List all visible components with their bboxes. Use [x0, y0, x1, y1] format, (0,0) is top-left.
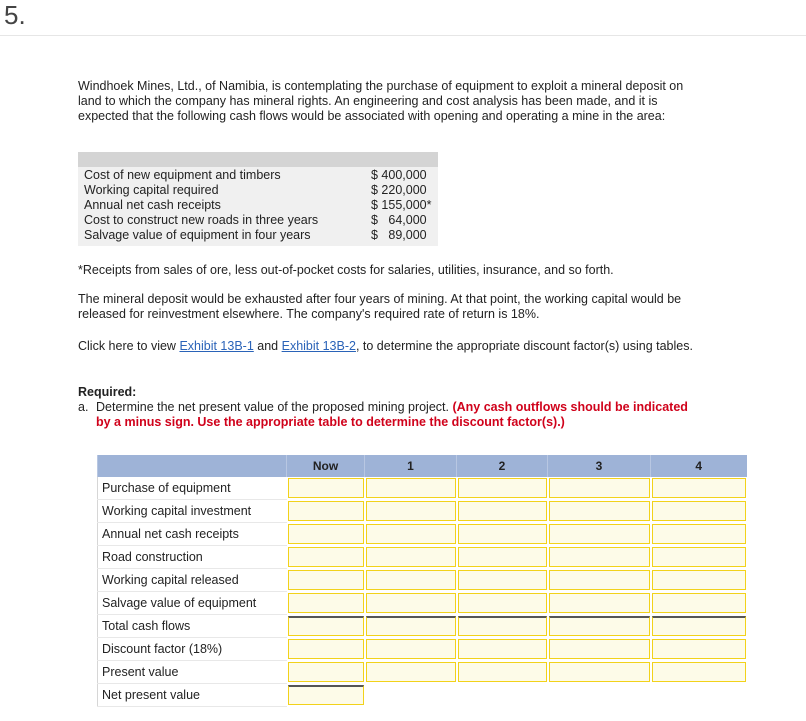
grid-input[interactable]	[366, 478, 456, 498]
grid-cell	[651, 684, 747, 707]
grid-input[interactable]	[652, 547, 746, 567]
info-table-header	[78, 152, 438, 167]
grid-cell	[287, 615, 365, 638]
grid-cell	[548, 684, 651, 707]
grid-row	[98, 684, 747, 707]
grid-cell	[651, 569, 747, 592]
grid-input[interactable]	[652, 501, 746, 521]
grid-input[interactable]	[288, 478, 364, 498]
grid-input[interactable]	[549, 662, 650, 682]
grid-row	[98, 569, 747, 592]
info-row	[78, 168, 438, 183]
grid-input[interactable]	[366, 662, 456, 682]
grid-input[interactable]	[458, 593, 547, 613]
required-item-text: Determine the net present value of the proposed mining project.	[96, 400, 449, 414]
grid-input[interactable]	[288, 570, 364, 590]
grid-cell	[365, 569, 457, 592]
grid-input[interactable]	[652, 662, 746, 682]
info-label: Salvage value of equipment in four years	[84, 228, 311, 242]
grid-row-label: Working capital released	[98, 569, 287, 592]
exhibit-13b-2-link[interactable]: Exhibit 13B-2	[281, 339, 356, 353]
info-row	[78, 228, 438, 243]
click-mid: and	[253, 339, 282, 353]
required-item-body	[96, 400, 693, 430]
grid-cell	[365, 615, 457, 638]
grid-cell	[287, 661, 365, 684]
grid-input[interactable]	[549, 547, 650, 567]
grid-row-label: Total cash flows	[98, 615, 287, 638]
grid-row	[98, 477, 747, 500]
grid-row	[98, 546, 747, 569]
grid-cell	[457, 592, 548, 615]
grid-row-label: Salvage value of equipment	[98, 592, 287, 615]
grid-input[interactable]	[652, 616, 746, 636]
grid-row-label: Working capital investment	[98, 500, 287, 523]
grid-cell	[548, 500, 651, 523]
npv-grid	[97, 455, 747, 707]
grid-input[interactable]	[288, 662, 364, 682]
info-label: Annual net cash receipts	[84, 198, 221, 212]
grid-input[interactable]	[458, 662, 547, 682]
grid-input[interactable]	[458, 616, 547, 636]
required-item-prefix: a.	[78, 400, 89, 414]
grid-cell	[365, 500, 457, 523]
info-value: $ 155,000*	[371, 198, 432, 212]
grid-cell	[651, 638, 747, 661]
grid-input[interactable]	[549, 616, 650, 636]
grid-row-label: Road construction	[98, 546, 287, 569]
grid-cell	[651, 546, 747, 569]
info-row	[78, 198, 438, 213]
grid-input[interactable]	[652, 570, 746, 590]
grid-input[interactable]	[652, 593, 746, 613]
exhibit-instructions	[78, 339, 693, 354]
grid-column-header: 1	[365, 455, 457, 477]
grid-header-blank	[98, 455, 287, 477]
info-label: Working capital required	[84, 183, 219, 197]
grid-input[interactable]	[458, 639, 547, 659]
grid-cell	[548, 546, 651, 569]
grid-cell	[365, 477, 457, 500]
grid-cell	[548, 477, 651, 500]
grid-input[interactable]	[366, 639, 456, 659]
grid-input[interactable]	[366, 524, 456, 544]
grid-input[interactable]	[652, 639, 746, 659]
required-title: Required:	[78, 385, 137, 399]
question-number: 5.	[4, 0, 26, 30]
grid-column-header: Now	[287, 455, 365, 477]
grid-input[interactable]	[549, 639, 650, 659]
grid-row	[98, 523, 747, 546]
grid-row-label: Purchase of equipment	[98, 477, 287, 500]
grid-input[interactable]	[652, 478, 746, 498]
grid-cell	[365, 684, 457, 707]
grid-row-label: Discount factor (18%)	[98, 638, 287, 661]
grid-input[interactable]	[458, 501, 547, 521]
grid-input[interactable]	[366, 593, 456, 613]
info-value: $ 220,000	[371, 183, 427, 197]
grid-input[interactable]	[549, 593, 650, 613]
grid-input[interactable]	[549, 478, 650, 498]
required-item-a	[78, 400, 693, 430]
grid-cell	[365, 638, 457, 661]
info-table-body	[78, 167, 438, 246]
grid-cell	[651, 615, 747, 638]
grid-input[interactable]	[366, 570, 456, 590]
grid-input[interactable]	[458, 478, 547, 498]
grid-column-header: 4	[651, 455, 747, 477]
grid-cell	[365, 546, 457, 569]
grid-input[interactable]	[366, 501, 456, 521]
grid-row-label: Annual net cash receipts	[98, 523, 287, 546]
grid-column-header: 3	[548, 455, 651, 477]
grid-cell	[457, 569, 548, 592]
grid-cell	[457, 523, 548, 546]
grid-cell	[287, 477, 365, 500]
intro-paragraph: Windhoek Mines, Ltd., of Namibia, is contemplating the purchase of equipment to exploit a mineral deposit on land to which the company has mineral rights. An engineering and cost analysis has been made, and it is expected that the following cash flows would be associated with opening and operating a mine in the area:	[78, 79, 684, 123]
info-row	[78, 213, 438, 228]
grid-cell	[548, 615, 651, 638]
grid-input[interactable]	[288, 685, 364, 705]
grid-cell	[651, 523, 747, 546]
info-label: Cost to construct new roads in three years	[84, 213, 319, 227]
grid-row	[98, 638, 747, 661]
grid-cell	[457, 477, 548, 500]
grid-row-label: Present value	[98, 661, 287, 684]
required-item-instruction: (Any cash outflows should be indicated by a minus sign. Use the appropriate table to determine the discount factor(s).)	[96, 400, 688, 429]
grid-cell	[457, 500, 548, 523]
grid-row	[98, 661, 747, 684]
paragraph-exhaustion: The mineral deposit would be exhausted after four years of mining. At that point, the working capital would be released for reinvestment elsewhere. The company's required rate of return is 18%.	[78, 292, 682, 321]
info-value: $ 64,000	[371, 213, 427, 227]
grid-cell	[548, 592, 651, 615]
grid-input[interactable]	[652, 524, 746, 544]
grid-row	[98, 500, 747, 523]
divider	[0, 35, 806, 36]
info-value: $ 89,000	[371, 228, 427, 242]
grid-input[interactable]	[366, 616, 456, 636]
grid-cell	[457, 684, 548, 707]
grid-input[interactable]	[366, 547, 456, 567]
grid-input[interactable]	[549, 570, 650, 590]
grid-cell	[548, 661, 651, 684]
grid-cell	[287, 684, 365, 707]
grid-cell	[287, 569, 365, 592]
grid-cell	[651, 500, 747, 523]
grid-input[interactable]	[288, 593, 364, 613]
click-prefix: Click here to view	[78, 339, 180, 353]
grid-cell	[548, 523, 651, 546]
cash-flow-info-table	[78, 152, 438, 246]
grid-cell	[457, 615, 548, 638]
click-suffix: , to determine the appropriate discount factor(s) using tables.	[355, 339, 693, 353]
grid-cell	[287, 638, 365, 661]
grid-input[interactable]	[549, 501, 650, 521]
grid-input[interactable]	[288, 639, 364, 659]
grid-input[interactable]	[458, 547, 547, 567]
grid-input[interactable]	[288, 547, 364, 567]
grid-cell	[365, 661, 457, 684]
grid-cell	[651, 477, 747, 500]
grid-cell	[457, 638, 548, 661]
grid-cell	[287, 523, 365, 546]
grid-cell	[287, 546, 365, 569]
grid-cell	[651, 661, 747, 684]
grid-row	[98, 592, 747, 615]
info-label: Cost of new equipment and timbers	[84, 168, 281, 182]
grid-cell	[457, 661, 548, 684]
grid-input[interactable]	[288, 616, 364, 636]
grid-cell	[287, 592, 365, 615]
grid-cell	[287, 500, 365, 523]
info-value: $ 400,000	[371, 168, 427, 182]
grid-cell	[457, 546, 548, 569]
footnote: *Receipts from sales of ore, less out-of-pocket costs for salaries, utilities, insurance, and so forth.	[78, 263, 614, 277]
required-section	[78, 385, 693, 430]
exhibit-13b-1-link[interactable]: Exhibit 13B-1	[179, 339, 254, 353]
grid-cell	[548, 569, 651, 592]
grid-cell	[548, 638, 651, 661]
grid-input[interactable]	[458, 570, 547, 590]
grid-cell	[365, 592, 457, 615]
grid-cell	[651, 592, 747, 615]
grid-input[interactable]	[288, 501, 364, 521]
grid-input[interactable]	[549, 524, 650, 544]
grid-input[interactable]	[458, 524, 547, 544]
grid-input[interactable]	[288, 524, 364, 544]
grid-column-header: 2	[457, 455, 548, 477]
grid-row-label: Net present value	[98, 684, 287, 707]
grid-row	[98, 615, 747, 638]
info-row	[78, 183, 438, 198]
grid-cell	[365, 523, 457, 546]
